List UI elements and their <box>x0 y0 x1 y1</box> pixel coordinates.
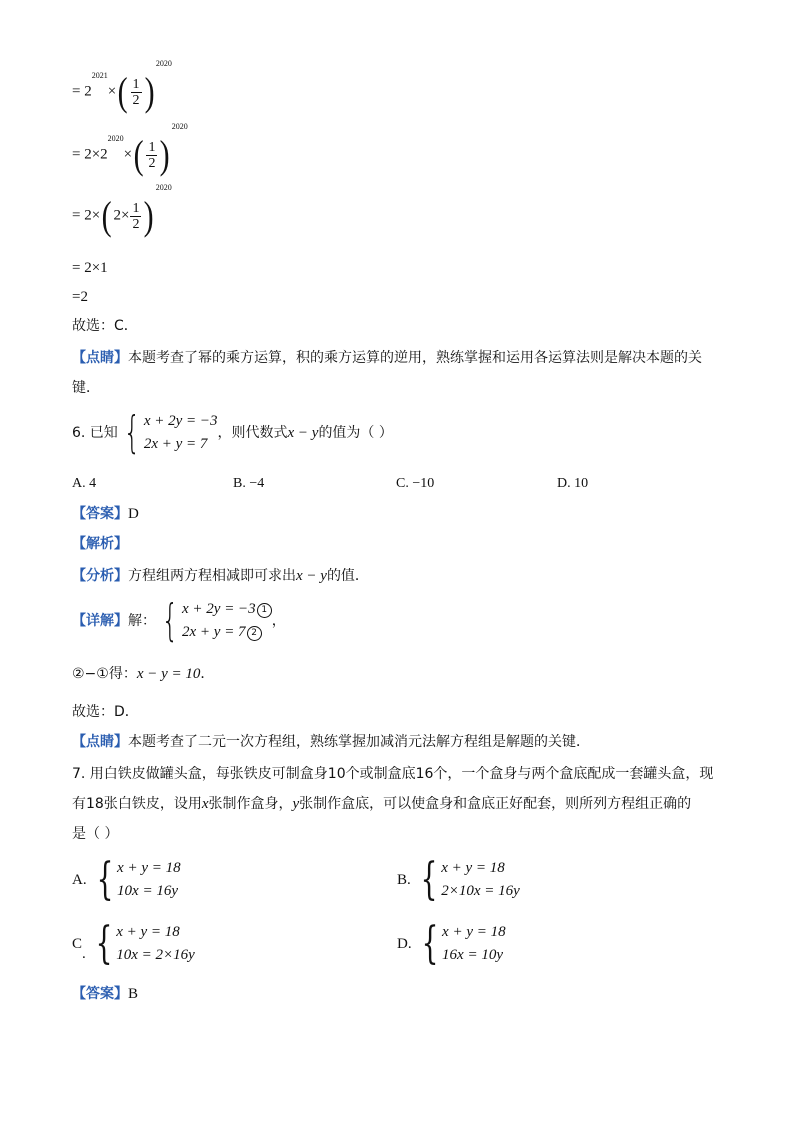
q6-option-b: B. −4 <box>233 476 265 491</box>
q6-option-c: C. −10 <box>396 476 435 491</box>
equation-2: 10x = 2×16y <box>116 947 195 963</box>
step-line-2 <box>72 122 188 177</box>
option-label: D. <box>397 936 412 952</box>
fraction <box>130 201 141 232</box>
right-paren: ) <box>144 193 155 238</box>
step-3-inner: 2× <box>113 207 130 224</box>
q7-line-3: 是（ ） <box>72 826 119 842</box>
equation-rows <box>117 857 181 903</box>
q6-option-d: D. 10 <box>557 476 589 491</box>
step-2-exponent: 2020 <box>107 134 124 143</box>
option-system <box>90 918 195 969</box>
fraction <box>146 140 157 171</box>
equation-2: 2x + y = 7 <box>143 436 208 452</box>
comment-tag: 【点睛】 <box>72 734 128 750</box>
brace: { <box>95 918 113 969</box>
circled-number: 2 <box>247 626 262 641</box>
fraction-numerator: 1 <box>132 200 140 216</box>
q5-comment-cont: 键． <box>72 380 100 396</box>
fraction-numerator: 1 <box>148 139 156 155</box>
option-system <box>91 854 181 905</box>
step-2-base: = 2×2 <box>72 146 108 163</box>
equation-1: x + y = 18 <box>117 860 181 876</box>
step-line-5: =2 <box>72 289 88 305</box>
circled-number: 1 <box>257 603 272 618</box>
comment-text: 本题考查了二元一次方程组，熟练掌握加减消元法解方程组是解题的关键． <box>128 734 590 750</box>
brace: { <box>96 854 114 905</box>
brace: { <box>420 854 438 905</box>
fenxi-text-end: 的值． <box>326 568 369 584</box>
detail-eq-row-1 <box>182 598 272 621</box>
q6-answer <box>72 504 139 524</box>
detail-equation-2: 2x + y = 7 <box>182 624 246 640</box>
left-paren: ( <box>101 193 112 238</box>
fraction-denominator: 2 <box>148 155 156 171</box>
left-paren: ( <box>117 69 128 114</box>
brace: { <box>421 918 439 969</box>
answer-tag: 【答案】 <box>72 506 128 522</box>
fraction-denominator: 2 <box>132 216 140 232</box>
step-end: ． <box>200 666 215 682</box>
fenxi-text: 方程组两方程相减即可求出 <box>128 568 296 584</box>
step-2-times: × <box>123 146 133 163</box>
equation-rows <box>144 410 218 456</box>
equation-rows <box>442 921 506 967</box>
step-3-base: = 2× <box>72 207 101 224</box>
answer-value: B <box>128 986 139 1002</box>
option-label-dot: . <box>82 946 86 962</box>
step-line-1 <box>72 59 172 114</box>
q5-choice: 故选：C． <box>72 318 138 334</box>
q6-detail <box>72 595 286 646</box>
detail-system <box>156 595 272 646</box>
comment-tag: 【点睛】 <box>72 350 128 366</box>
equation-2: 10x = 16y <box>117 883 178 899</box>
step-1-base: = 2 <box>72 83 92 100</box>
option-label: C <box>72 936 83 952</box>
fenxi-expression: x − y <box>296 568 327 584</box>
step-3-outer-exponent: 2020 <box>155 183 172 192</box>
q7-option-a <box>72 854 181 905</box>
var-x: x <box>201 796 209 812</box>
fenxi-tag: 【分析】 <box>72 568 128 584</box>
var-y: y <box>292 796 300 812</box>
equation-2: 2×10x = 16y <box>441 883 520 899</box>
q6-number: 6. 已知 <box>72 425 118 441</box>
step-line-3 <box>72 183 172 238</box>
detail-equation-1: x + 2y = −3 <box>182 601 256 617</box>
step-equation: x − y = 10 <box>136 666 201 682</box>
detail-eq-row-2 <box>182 621 272 644</box>
option-system <box>416 918 506 969</box>
fraction-numerator: 1 <box>132 76 140 92</box>
answer-tag: 【答案】 <box>72 986 128 1002</box>
comment-text: 本题考查了幂的乘方运算，积的乘方运算的逆用，熟练掌握和运用各运算法则是解决本题的关 <box>128 350 702 366</box>
q6-system <box>118 407 218 458</box>
option-system <box>415 854 520 905</box>
detail-tag: 【详解】 <box>72 613 128 629</box>
equation-1: x + y = 18 <box>441 860 505 876</box>
equation-rows <box>116 921 195 967</box>
q7-option-b <box>397 854 520 905</box>
q6-choice: 故选：D． <box>72 704 139 720</box>
step-1-exponent: 2021 <box>91 71 108 80</box>
step-2-outer-exponent: 2020 <box>171 122 188 131</box>
q6-stem-text: ，则代数式 <box>217 425 288 441</box>
answer-value: D <box>128 506 139 522</box>
q6-comment <box>72 732 590 752</box>
brace: { <box>161 595 179 646</box>
equation-1: x + y = 18 <box>442 924 506 940</box>
q6-step <box>72 664 214 684</box>
brace: { <box>123 407 141 458</box>
right-paren: ) <box>144 69 155 114</box>
q6-fenxi <box>72 566 369 586</box>
q5-comment <box>72 348 702 368</box>
equation-rows <box>182 598 272 644</box>
q7-text: 有18张白铁皮，设用 <box>72 796 202 812</box>
q7-line-2 <box>72 794 691 814</box>
fraction <box>131 77 142 108</box>
equation-1: x + y = 18 <box>116 924 180 940</box>
equation-rows <box>441 857 520 903</box>
option-label: A. <box>72 872 87 888</box>
step-1-times: × <box>107 83 117 100</box>
step-label: ②−①得： <box>72 666 137 682</box>
option-label: B. <box>397 872 411 888</box>
step-line-4: = 2×1 <box>72 260 108 276</box>
q6-option-a: A. 4 <box>72 476 97 491</box>
q6-analysis-tag <box>72 534 128 554</box>
equation-2: 16x = 10y <box>442 947 503 963</box>
q6-stem <box>72 407 393 458</box>
fraction-denominator: 2 <box>132 92 140 108</box>
right-paren: ) <box>160 132 171 177</box>
q6-stem-end: 的值为（ ） <box>318 425 393 441</box>
detail-text: 解： <box>128 613 156 629</box>
left-paren: ( <box>133 132 144 177</box>
q7-text: 张制作盒身， <box>208 796 293 812</box>
q7-line-1: 7. 用白铁皮做罐头盒，每张铁皮可制盒身10个或制盒底16个，一个盒身与两个盒底配成一套罐头盒，现 <box>72 766 714 782</box>
detail-comma: ， <box>271 613 286 629</box>
q7-answer <box>72 984 138 1004</box>
q6-expression: x − y <box>287 425 319 441</box>
step-1-outer-exponent: 2020 <box>155 59 172 68</box>
q7-text: 张制作盒底，可以使盒身和盒底正好配套，则所列方程组正确的 <box>299 796 692 812</box>
q7-option-c <box>72 918 195 969</box>
analysis-tag: 【解析】 <box>72 536 128 552</box>
equation-1: x + 2y = −3 <box>143 413 218 429</box>
q7-option-d <box>397 918 506 969</box>
